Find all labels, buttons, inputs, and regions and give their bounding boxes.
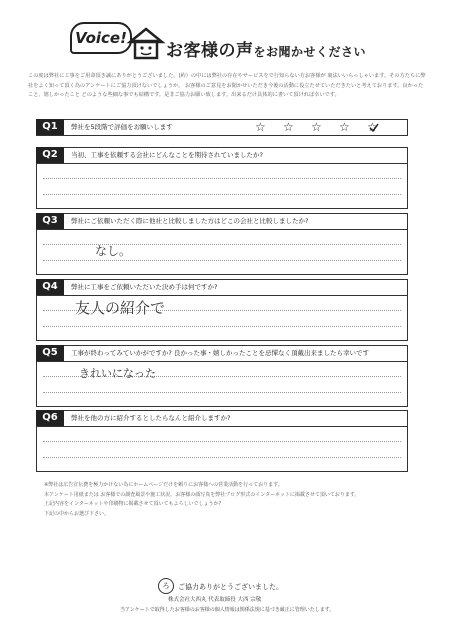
thanks-text: ご協力ありがとうございました。	[178, 583, 283, 591]
question-5-tag: Q5	[36, 345, 64, 361]
answer-line	[43, 260, 401, 261]
title-part-2: 声	[236, 41, 254, 61]
privacy-notice: 当アンケートで取得したお客様のお客様の個人情報は関係法規に基づき厳正に管理いたします。	[120, 607, 335, 613]
company-name: 株式会社大西丸 代表取締役 大西 宗敬	[168, 597, 262, 603]
answer-line	[43, 392, 401, 393]
question-5-text: 工事が終わってみていかがですか? 良かった事・嬉しかったことを忌憚なく頂戴出来ましたら幸いです	[71, 349, 369, 357]
question-3-tag: Q3	[36, 213, 64, 229]
answer-line	[43, 194, 401, 195]
house-icon	[126, 26, 166, 60]
question-2-tag: Q2	[36, 147, 64, 163]
question-5-header	[37, 346, 407, 362]
answer-line	[43, 326, 401, 327]
rating-star-2-icon[interactable]: ☆	[283, 120, 294, 134]
voice-badge: Voice!	[70, 22, 132, 54]
note-line-3: 上記内容をインターネットや印刷物に掲載させて頂いてもよろしいでしょうか?	[44, 501, 222, 507]
title-part-1: お客様の	[166, 41, 236, 61]
rating-star-4-icon[interactable]: ☆	[339, 120, 350, 134]
rating-check-icon	[369, 123, 379, 133]
question-5-answer[interactable]: きれいになった	[79, 367, 156, 380]
question-1-tag: Q1	[36, 119, 64, 135]
note-line-1: ※弊社は広告宣伝費を極力かけない為にホームページだけを頼りにお客様への営業活動を行っております。	[44, 482, 283, 488]
question-1-text: 弊社を5段階で評価をお願いします	[71, 123, 173, 131]
question-4-text: 弊社に工事をご依頼いただいた決め手は何ですか?	[71, 283, 218, 291]
question-2	[36, 147, 408, 209]
notes-section	[44, 481, 434, 519]
note-line-4: 下記の中からお選び下さい。	[44, 510, 110, 517]
question-1-header	[37, 120, 407, 135]
company-logo-icon: ろ	[158, 578, 174, 594]
question-3-answer[interactable]: なし。	[95, 244, 132, 258]
question-3-header	[37, 214, 407, 230]
question-3	[36, 213, 408, 275]
question-2-text: 当初、工事を依頼する会社にどんなことを期待されていましたか?	[71, 151, 263, 159]
page-title	[166, 36, 366, 61]
rating-star-5-icon[interactable]: ☆	[367, 120, 378, 134]
answer-line	[43, 178, 401, 179]
note-line-2: 本アンケート用紙または お客様での調査風景や施工状況、お客様の顔写真を弊社ブログ形式のインターネットに掲載させて頂いております。	[44, 491, 360, 498]
question-6	[36, 410, 408, 472]
question-3-text: 弊社にご依頼いただく際に他社と比較しました方はどこの会社と比較しましたか?	[71, 217, 309, 225]
question-6-tag: Q6	[36, 410, 64, 426]
question-5	[36, 345, 408, 407]
question-4-answer[interactable]: 友人の紹介で	[75, 299, 166, 317]
question-4-tag: Q4	[36, 279, 64, 295]
question-2-header	[37, 148, 407, 164]
question-4-header	[37, 280, 407, 296]
question-6-header	[37, 411, 407, 427]
answer-line	[43, 457, 401, 458]
question-4	[36, 279, 408, 341]
question-1	[36, 119, 408, 136]
answer-line	[43, 441, 401, 442]
question-6-text: 弊社を他の方に紹介するとしたらなんと紹介しますか?	[71, 414, 231, 422]
title-part-3: をお聞かせください	[253, 45, 367, 59]
rating-star-3-icon[interactable]: ☆	[311, 120, 322, 134]
rating-star-1-icon[interactable]: ☆	[255, 120, 266, 134]
intro-text: この度は弊社に工事をご用命頂き誠にありがとうございました。(約）の中には弊社の存在やサービスをで行知らない方お客様が 裏法いいらっしゃいます。その方たちに弊社をよく知って頂く為のアンケートにご協力頂けないでしょうか。 お客様のご意見をお聞かせいただき今後の活動に役立たせていただきたいと考えております。良かったこと、嬉しかったこと どのような些細な事でも結構です。是非ご協力お願い致します。出来るだけ具体的に書いて頂ければ幸いです。	[28, 73, 426, 98]
